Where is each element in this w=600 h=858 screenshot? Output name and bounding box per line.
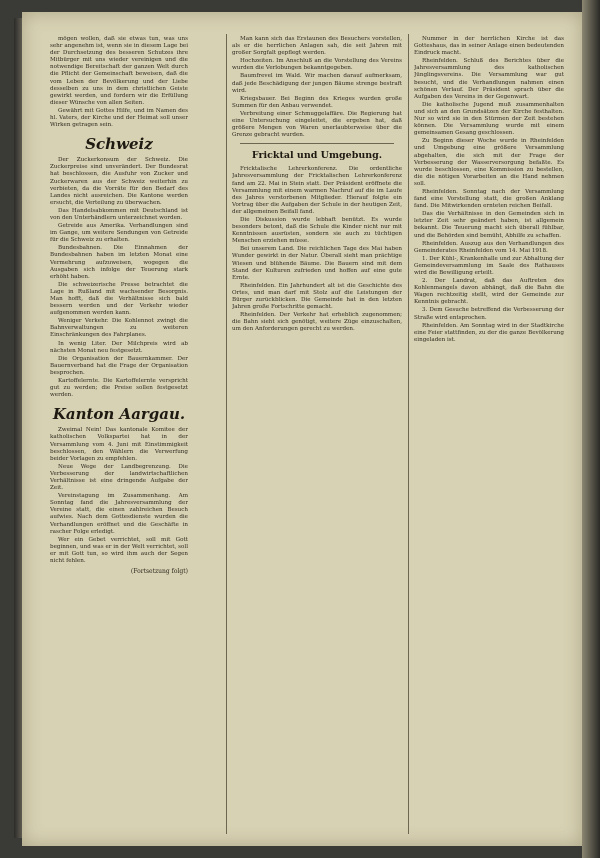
section-heading-fricktal: Fricktal und Umgebung.: [251, 150, 383, 162]
article-paragraph: Rheinfelden. Ein Jahrhundert alt ist die Geschichte des Ortes, und man darf mit Stolz auf die Leistungen der Bürger zurückblicken. Die Gemeinde hat in den letzten Jahren große Fortschritte gemacht.: [232, 282, 402, 311]
article-paragraph: Das die Verhältnisse in den Gemeinden sich in letzter Zeit sehr geändert haben, ist allgemein bekannt. Die Teuerung macht sich überall fühlbar, und die Behörden sind bemüht, Abhilfe zu schaffen.: [414, 211, 564, 239]
article-paragraph: Baumfrevel im Wald. Wir machen darauf aufmerksam, daß jede Beschädigung der jungen Bäume strenge bestraft wird.: [232, 73, 402, 94]
article-paragraph: Verbreitung einer Schmuggelaffäre. Die Regierung hat eine Untersuchung eingeleitet, die ergeben hat, daß größere Mengen von Waren unerlaubterweise über die Grenze gebracht wurden.: [232, 110, 402, 139]
article-paragraph: mögen wollen, daß sie etwas tun, was uns sehr angenehm ist, wenn sie in diesem Lage bei der Durchsetzung des besseren Schutzes ihre Mitbürger mit uns wieder vereinigen und die notwendige Bereitschaft der ganzen Welt durch die Pflicht der Gemeinschaft beweisen, daß die vom Leben der Bevölkerung und der Liebe desselben zu uns in dem christlichen Geiste gewirkt werden, und fordern wir die Erfüllung dieser Wünsche von allen Seiten.: [50, 36, 188, 106]
article-paragraph: 2. Der Landrat, daß das Auftreten des Kohlenmangels davon abhängt, daß die Bahn die Wagen rechtzeitig stellt, wird der Gemeinde zur Kenntnis gebracht.: [414, 278, 564, 306]
article-paragraph: In wenig Liter. Der Milchpreis wird ab nächsten Monat neu festgesetzt.: [50, 340, 188, 354]
article-paragraph: Rheinfelden. Auszug aus den Verhandlungen des Gemeinderates Rheinfelden vom 14. Mai 1918.: [414, 240, 564, 254]
article-paragraph: 3. Dem Gesuche betreffend die Verbesserung der Straße wird entsprochen.: [414, 307, 564, 321]
column-left: [50, 36, 188, 832]
article-paragraph: Kartoffelernte. Die Kartoffelernte verspricht gut zu werden; die Preise sollen festgesetzt werden.: [50, 378, 188, 399]
article-paragraph: Wer ein Gebet verrichtet, soll mit Gott beginnen, und was er in der Welt verrichtet, soll er mit Gott tun, so wird ihm auch der Segen nicht fehlen.: [50, 536, 188, 564]
section-heading-kanton-aargau: Kanton Aargau.: [52, 405, 186, 424]
article-paragraph: Man kann sich das Erstaunen des Besuchers vorstellen, als er die herrlichen Anlagen sah, die seit Jahren mit großer Sorgfalt gepflegt werden.: [232, 36, 402, 57]
article-paragraph: Getreide aus Amerika. Verhandlungen sind im Gange, um weitere Sendungen von Getreide für die Schweiz zu erhalten.: [50, 223, 188, 244]
section-heading-schweiz: Schweiz: [85, 135, 153, 154]
article-paragraph: Rheinfelden. Am Sonntag wird in der Stadtkirche eine Feier stattfinden, zu der die ganze Bevölkerung eingeladen ist.: [414, 322, 564, 343]
page-edge-shadow: [582, 0, 600, 858]
article-paragraph: Bei unserem Land. Die reichlichen Tage des Mai haben Wunder gewirkt in der Natur. Überall sieht man prächtige Wiesen und blühende Bäume. Die Bauern sind mit dem Stand der Kulturen zufrieden und hoffen auf eine gute Ernte.: [232, 246, 402, 281]
article-paragraph: Bundesbahnen. Die Einnahmen der Bundesbahnen haben im letzten Monat eine Vermehrung aufzuweisen, wogegen die Ausgaben sich infolge der Teuerung stark erhöht haben.: [50, 245, 188, 280]
article-paragraph: Vereinstagung im Zusammenhang. Am Sonntag fand die Jahresversammlung der Vereine statt, die einen zahlreichen Besuch aufwies. Nach dem Gottesdienste wurden die Verhandlungen eröffnet und die Geschäfte in rascher Folge erledigt.: [50, 493, 188, 535]
section-divider: [240, 143, 394, 144]
article-paragraph: Hochzeiten. Im Anschluß an die Vorstellung des Vereins wurden die Verlobungen bekanntgegeben.: [232, 58, 402, 72]
article-paragraph: 1. Der Kühl-, Krankenhalle und zur Abhaltung der Gemeindeversammlung im Saale des Rathauses wird die Bewilligung erteilt.: [414, 255, 564, 276]
article-paragraph: Nummer in der herrlichen Kirche ist das Gotteshaus, das in seiner Anlage einen bedeutenden Eindruck macht.: [414, 36, 564, 57]
article-paragraph: Fricktalische Lehrerkonferenz. Die ordentliche Jahresversammlung der Fricktalischen Lehrerkonferenz fand am 22. Mai in Stein statt. Der Präsident eröffnete die Versammlung mit einem warmen Nachruf auf die im Laufe des Jahres verstorbenen Mitglieder. Hierauf folgte ein Vortrag über die Aufgaben der Schule in der heutigen Zeit, der allgemeinen Beifall fand.: [232, 166, 402, 215]
column-right: [414, 36, 564, 832]
article-paragraph: Zweimal Nein! Das kantonale Komitee der katholischen Volkspartei hat in der Versammlung vom 4. Juni mit Einstimmigkeit beschlossen, den Wählern die Verwerfung beider Vorlagen zu empfehlen.: [50, 427, 188, 462]
article-paragraph: Die Diskussion wurde lebhaft benützt. Es wurde besonders betont, daß die Schule die Kinder nicht nur mit Kenntnissen ausrüsten, sondern sie auch zu tüchtigen Menschen erziehen müsse.: [232, 216, 402, 245]
article-paragraph: Rheinfelden. Schluß des Berichtes über die Jahresversammlung des katholischen Jünglingsvereins. Die Versammlung war gut besucht, und die Verhandlungen nahmen einen schönen Verlauf. Der Präsident sprach über die Aufgaben des Vereins in der Gegenwart.: [414, 58, 564, 100]
column-middle: [232, 36, 402, 832]
article-paragraph: Kriegsbauer. Bei Beginn des Krieges wurden große Summen für den Anbau verwendet.: [232, 95, 402, 109]
article-paragraph: Der Zuckerkonsum der Schweiz. Die Zuckerpreise sind unverändert. Der Bundesrat hat beschlossen, die Ausfuhr von Zucker und Zuckerwaren aus der Schweiz weiterhin zu verbieten, da die Vorräte für den Bedarf des Landes nicht ausreichen. Die Kantone werden ersucht, die Verteilung zu überwachen.: [50, 157, 188, 206]
newspaper-page: [22, 12, 582, 846]
article-paragraph: Die katholische Jugend muß zusammenhalten und sich an den Grundsätzen der Kirche festhalten. Nur so wird sie in den Stürmen der Zeit bestehen können. Die Versammlung wurde mit einem gemeinsamen Gesang geschlossen.: [414, 101, 564, 137]
article-paragraph: Rheinfelden. Der Verkehr hat erheblich zugenommen; die Bahn sieht sich genötigt, weitere Züge einzuschalten, um den Anforderungen gerecht zu werden.: [232, 312, 402, 333]
article-paragraph: Gewährt mit Gottes Hilfe, und im Namen des hl. Vaters, der Kirche und der Heimat soll unser Wirken getragen sein.: [50, 107, 188, 129]
article-paragraph: Weniger Verkehr. Die Kohlennot zwingt die Bahnverwaltungen zu weiteren Einschränkungen des Fahrplanes.: [50, 318, 188, 339]
article-paragraph: Das Handelsabkommen mit Deutschland ist von den Unterhändlern unterzeichnet worden.: [50, 207, 188, 221]
article-paragraph: Die schweizerische Presse betrachtet die Lage in Rußland mit wachsender Besorgnis. Man hofft, daß die Verhältnisse sich bald bessern werden und der Verkehr wieder aufgenommen werden kann.: [50, 281, 188, 317]
article-paragraph: Neue Wege der Landbegrenzung. Die Verbesserung der landwirtschaftlichen Verhältnisse ist eine dringende Aufgabe der Zeit.: [50, 463, 188, 492]
column-divider: [226, 34, 227, 834]
article-paragraph: Zu Beginn dieser Woche wurde in Rheinfelden und Umgebung eine größere Versammlung abgehalten, die sich mit der Frage der Verbesserung der Wasserversorgung befaßte. Es wurde beschlossen, eine Kommission zu bestellen, die die nötigen Vorarbeiten an die Hand nehmen soll.: [414, 138, 564, 187]
continuation-note: (Fortsetzung folgt): [130, 568, 188, 576]
article-paragraph: Rheinfelden. Sonntag nach der Versammlung fand eine Vorstellung statt, die großen Anklang fand. Die Mitwirkenden ernteten reichen Beifall.: [414, 188, 564, 210]
column-divider: [408, 34, 409, 834]
article-paragraph: Die Organisation der Bauernkammer. Der Bauernverband hat die Frage der Organisation besprochen.: [50, 355, 188, 376]
